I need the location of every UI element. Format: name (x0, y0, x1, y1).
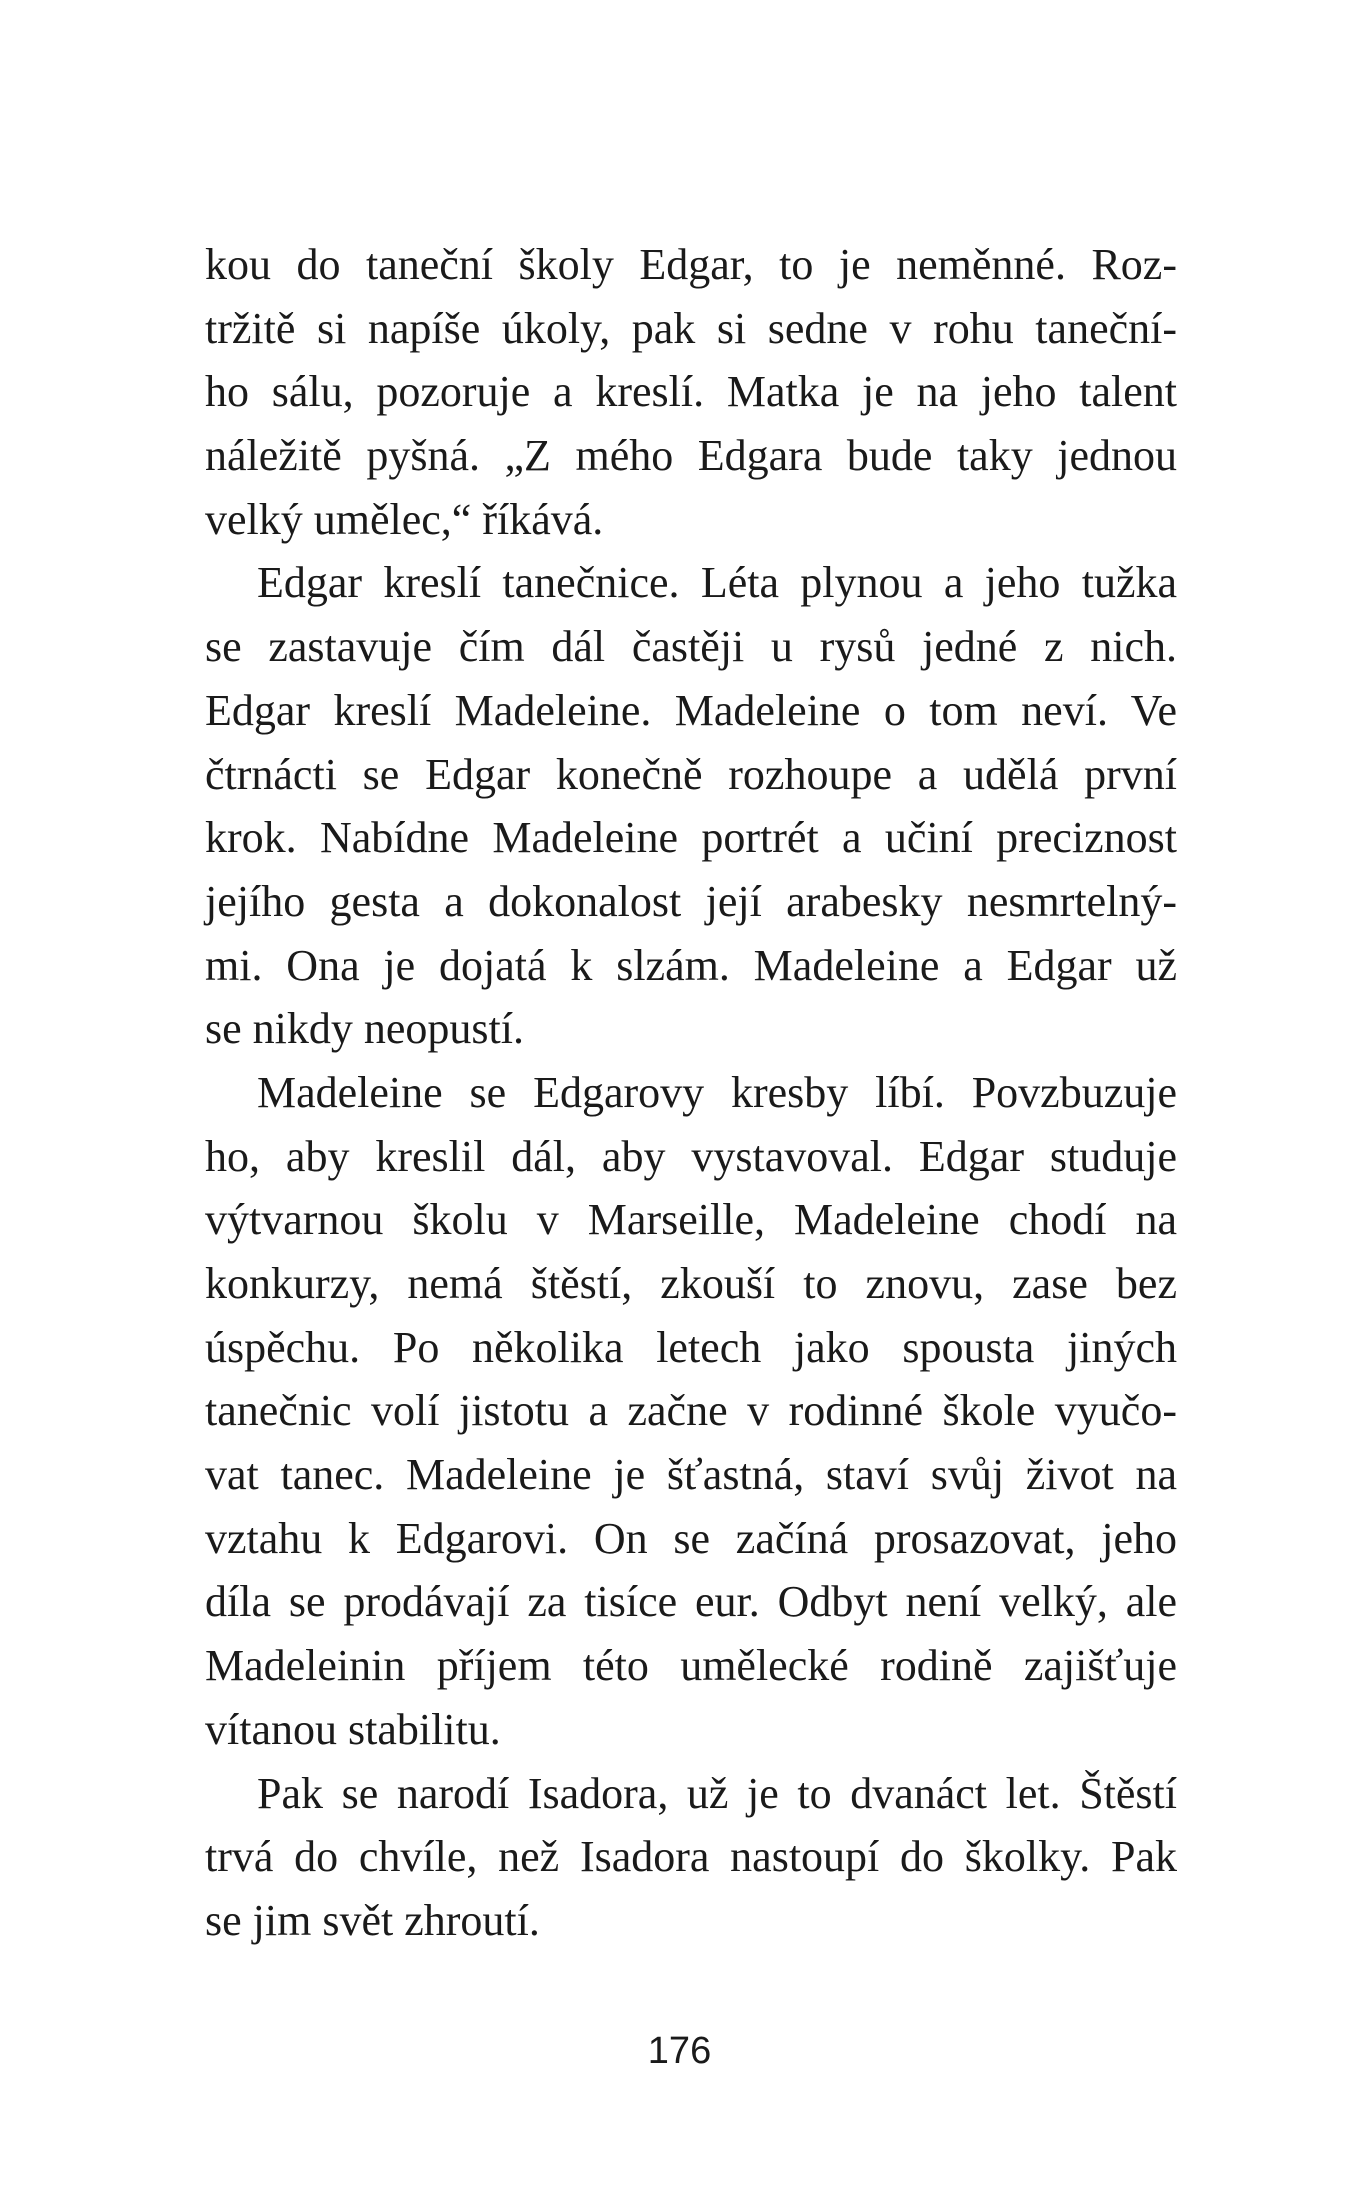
text-line: velký umělec,“ říkává. (205, 494, 604, 544)
text-line: jejího gesta a dokonalost její arabesky nesmrtelný- (205, 876, 1177, 926)
text-line: se nikdy neopustí. (205, 1004, 524, 1054)
text-line: vztahu k Edgarovi. On se začíná prosazovat, jeho (205, 1513, 1177, 1563)
text-line: se zastavuje čím dál častěji u rysů jedné z nich. (205, 622, 1177, 672)
text-line: vítanou stabilitu. (205, 1704, 501, 1754)
text-line: Madeleine se Edgarovy kresby líbí. Povzbuzuje (257, 1067, 1177, 1117)
text-line: vat tanec. Madeleine je šťastná, staví svůj život na (205, 1450, 1177, 1500)
body-text (205, 233, 1177, 1953)
text-line: tanečnic volí jistotu a začne v rodinné škole vyučo- (205, 1386, 1177, 1436)
text-line: kou do taneční školy Edgar, to je neměnné. Roz- (205, 240, 1177, 289)
text-line: výtvarnou školu v Marseille, Madeleine chodí na (205, 1195, 1177, 1245)
text-line: Edgar kreslí tanečnice. Léta plynou a jeho tužka (257, 558, 1177, 608)
text-line: čtrnácti se Edgar konečně rozhoupe a udělá první (205, 749, 1177, 799)
text-line: tržitě si napíše úkoly, pak si sedne v rohu taneční- (205, 303, 1177, 353)
text-line: ho sálu, pozoruje a kreslí. Matka je na jeho talent (205, 367, 1177, 417)
text-line: ho, aby kreslil dál, aby vystavoval. Edgar studuje (205, 1131, 1177, 1181)
text-line: náležitě pyšná. „Z mého Edgara bude taky jednou (205, 431, 1177, 481)
text-line: mi. Ona je dojatá k slzám. Madeleine a Edgar už (205, 940, 1177, 990)
text-line: Madeleinin příjem této umělecké rodině zajišťuje (205, 1641, 1177, 1691)
text-line: Edgar kreslí Madeleine. Madeleine o tom neví. Ve (205, 685, 1177, 735)
page-number: 176 (647, 2030, 712, 2072)
text-line: se jim svět zhroutí. (205, 1895, 540, 1945)
text-line: krok. Nabídne Madeleine portrét a učiní preciznost (205, 813, 1177, 863)
text-line: díla se prodávají za tisíce eur. Odbyt není velký, ale (205, 1577, 1177, 1627)
text-line: trvá do chvíle, než Isadora nastoupí do školky. Pak (205, 1832, 1177, 1882)
text-line: konkurzy, nemá štěstí, zkouší to znovu, zase bez (205, 1259, 1177, 1308)
text-line: Pak se narodí Isadora, už je to dvanáct let. Štěstí (257, 1768, 1177, 1818)
text-line: úspěchu. Po několika letech jako spousta jiných (205, 1322, 1177, 1372)
